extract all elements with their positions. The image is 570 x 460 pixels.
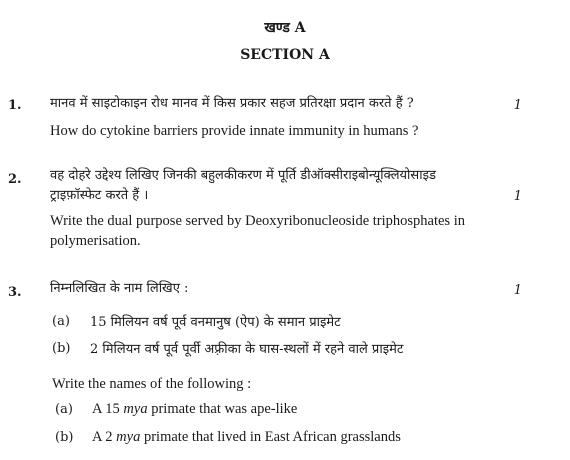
question-3-english-item-b-label: (b) <box>55 430 74 445</box>
question-3-marks: 1 <box>513 283 522 298</box>
question-2-hindi-line1: वह दोहरे उद्देश्य लिखिए जिनकी बहुलकीकरण में पूर्ति डीऑक्सीराइबोन्यूक्लियोसाइड <box>50 168 436 183</box>
question-3-hindi-item-b-label: (b) <box>52 341 71 356</box>
question-3-english-item-b: A 2 mya primate that lived in East African grasslands <box>92 429 401 445</box>
question-1-hindi: मानव में साइटोकाइन रोध मानव में किस प्रकार सहज प्रतिरक्षा प्रदान करते हैं ? <box>50 96 414 111</box>
section-english-title: SECTION A <box>240 47 330 63</box>
question-3-hindi-item-a-label: (a) <box>52 314 70 329</box>
section-hindi-title: खण्ड A <box>264 20 306 36</box>
question-3-english-item-a-label: (a) <box>55 402 73 417</box>
question-3-hindi-item-b: 2 मिलियन वर्ष पूर्व पूर्वी अफ़्रीका के घास-स्थलों में रहने वाले प्राइमेट <box>90 342 404 357</box>
question-1-number: 1. <box>8 98 22 113</box>
question-3-english: Write the names of the following : <box>52 376 252 392</box>
question-3-number: 3. <box>8 285 22 300</box>
mya-abbrev: mya <box>123 401 148 417</box>
question-3-hindi: निम्नलिखित के नाम लिखिए : <box>50 281 189 296</box>
question-3-english-item-a: A 15 mya primate that was ape-like <box>92 401 298 417</box>
question-2-number: 2. <box>8 172 22 187</box>
question-3-hindi-item-a: 15 मिलियन वर्ष पूर्व वनमानुष (ऐप) के समान प्राइमेट <box>90 315 341 330</box>
question-1-english: How do cytokine barriers provide innate immunity in humans ? <box>50 123 419 139</box>
question-2-marks: 1 <box>513 189 522 204</box>
question-2-english-line1: Write the dual purpose served by Deoxyribonucleoside triphosphates in <box>50 213 465 229</box>
question-2-hindi-line2: ट्राइफ़ॉस्फेट करते हैं । <box>50 188 149 203</box>
mya-abbrev: mya <box>116 429 141 445</box>
question-2-english-line2: polymerisation. <box>50 233 141 249</box>
question-1-marks: 1 <box>513 98 522 113</box>
